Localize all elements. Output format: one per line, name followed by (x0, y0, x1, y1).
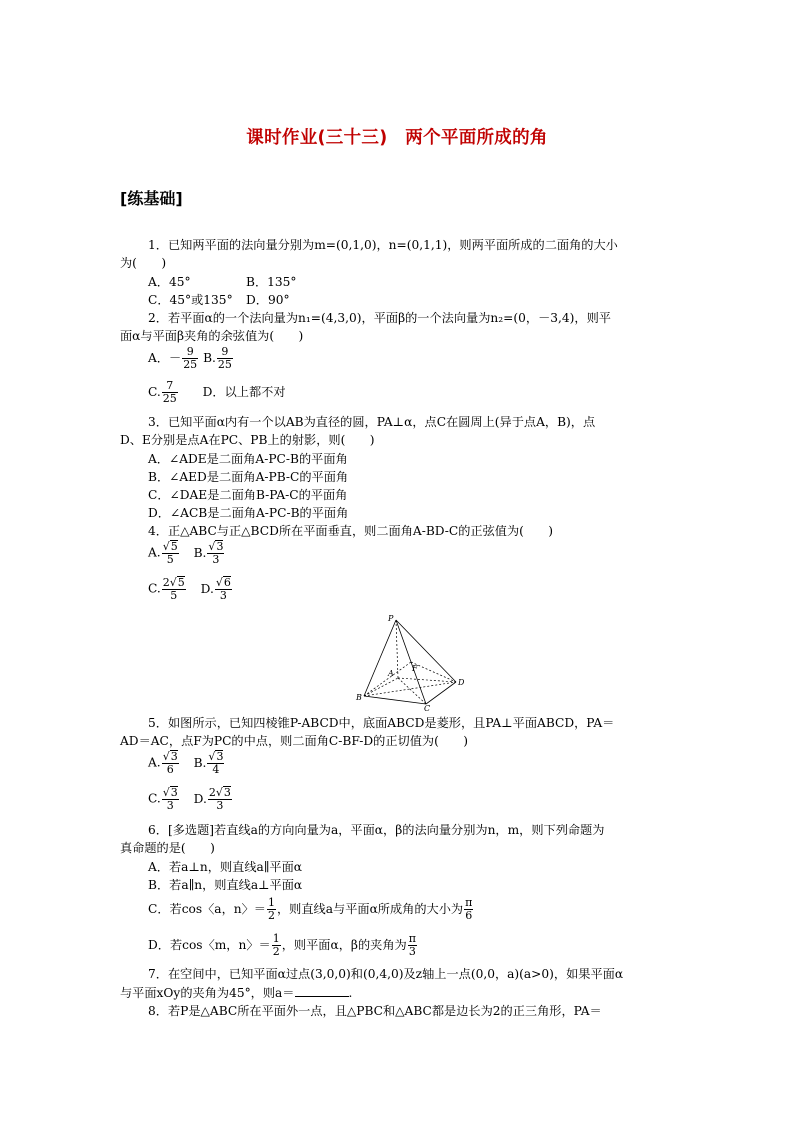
q5-options-cd: C. $\frac{√3}{3}$ D. $\frac{2√3}{3}$ (148, 786, 231, 812)
q2-option-a: A．－ $\frac{9}{25}$ B. $\frac{9}{25}$ (148, 345, 232, 371)
q6-option-d: D．若cos〈m，n〉＝ $\frac{1}{2}$ ，则平面α，β的夹角为 $\frac{\pi}{3}$ (148, 932, 416, 958)
label-c: C (424, 704, 431, 712)
q3-option-d: D．∠ACB是二面角A-PC-B的平面角 (148, 506, 349, 520)
q6-option-a: A．若a⊥n，则直线a∥平面α (148, 860, 303, 874)
q4-line1: 4．正△ABC与正△BCD所在平面垂直，则二面角A-BD-C的正弦值为( ) (148, 524, 554, 538)
q2-option-c: C. $\frac{7}{25}$ D．以上都不对 (148, 379, 286, 405)
q6-option-c: C．若cos〈a，n〉＝ $\frac{1}{2}$ ，则直线a与平面α所成角的大小为 $\frac{\pi}{6}$ (148, 896, 473, 922)
answer-blank[interactable] (295, 984, 349, 997)
label-p: P (388, 614, 394, 623)
q7-line1: 7．在空间中，已知平面α过点(3,0,0)和(0,4,0)及z轴上一点(0,0，a)(a>0)，如果平面α (148, 967, 624, 981)
q5-line2: AD＝AC，点F为PC的中点，则二面角C-BF-D的正切值为( ) (120, 734, 468, 748)
q5-line1: 5．如图所示，已知四棱锥P-ABCD中，底面ABCD是菱形，且PA⊥平面ABCD，PA＝ (148, 716, 615, 730)
q3-option-a: A．∠ADE是二面角A-PC-B的平面角 (148, 452, 348, 466)
q1-option-d: D．90° (246, 293, 290, 307)
q1-line1: 1．已知两平面的法向量分别为m=(0,1,0)，n=(0,1,1)，则两平面所成的二面角的大小 (148, 238, 618, 252)
q6-line2: 真命题的是( ) (120, 841, 215, 855)
q1-option-c: C．45°或135° (148, 293, 233, 307)
q3-line2: D、E分别是点A在PC、PB上的射影，则( ) (120, 433, 375, 447)
q1-option-b: B．135° (246, 275, 297, 289)
q8-line1: 8．若P是△ABC所在平面外一点，且△PBC和△ABC都是边长为2的正三角形，PA＝ (148, 1004, 602, 1018)
label-f: F (412, 664, 418, 673)
q7-line2: 与平面xOy的夹角为45°，则a＝ . (120, 986, 353, 1000)
label-d: D (458, 678, 465, 687)
q3-option-b: B．∠AED是二面角A-PB-C的平面角 (148, 470, 349, 484)
q4-options-ab: A. $\frac{√5}{5}$ B. $\frac{√3}{3}$ (148, 540, 224, 566)
q5-options-ab: A. $\frac{√3}{6}$ B. $\frac{√3}{4}$ (148, 750, 224, 776)
q2-line2: 面α与平面β夹角的余弦值为( ) (120, 329, 304, 343)
q2-line1: 2．若平面α的一个法向量为n₁=(4,3,0)，平面β的一个法向量为n₂=(0，－3,4)，则平 (148, 311, 611, 325)
q1-line2: 为( ) (120, 256, 167, 270)
q4-options-cd: C. $\frac{2√5}{5}$ D. $\frac{√6}{3}$ (148, 576, 231, 602)
q1-option-a: A．45° (148, 275, 191, 289)
q6-option-b: B．若a∥n，则直线a⊥平面α (148, 878, 303, 892)
q6-line1: 6．[多选题]若直线a的方向向量为a，平面α，β的法向量分别为n，m，则下列命题为 (148, 823, 605, 837)
q3-line1: 3．已知平面α内有一个以AB为直径的圆，PA⊥α，点C在圆周上(异于点A，B)，点 (148, 415, 596, 429)
section-heading: [练基础] (120, 189, 183, 208)
q3-option-c: C．∠DAE是二面角B-PA-C的平面角 (148, 488, 348, 502)
label-a: A (388, 669, 394, 678)
pyramid-figure (352, 612, 468, 712)
page-title: 课时作业(三十三) 两个平面所成的角 (246, 128, 548, 148)
label-b: B (356, 693, 362, 702)
